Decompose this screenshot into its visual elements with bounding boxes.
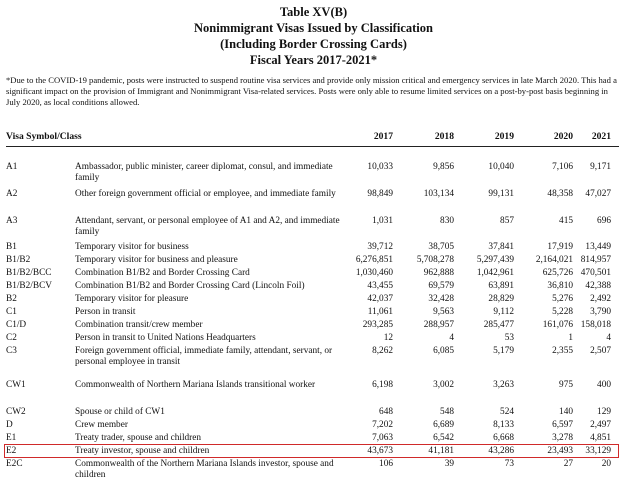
cell-2019: 53 bbox=[504, 333, 514, 343]
cell-2017: 8,262 bbox=[372, 346, 393, 356]
cell-2017: 648 bbox=[379, 407, 393, 417]
cell-2018: 69,579 bbox=[428, 281, 454, 291]
cell-2018: 288,957 bbox=[423, 320, 454, 330]
cell-2018: 9,563 bbox=[433, 307, 454, 317]
row-description: Combination transit/crew member bbox=[75, 320, 203, 330]
cell-2020: 975 bbox=[559, 380, 573, 390]
cell-2021: 4,851 bbox=[590, 433, 611, 443]
cell-2021: 9,171 bbox=[590, 162, 611, 172]
cell-2018: 6,085 bbox=[433, 346, 454, 356]
row-description: Spouse or child of CW1 bbox=[75, 407, 165, 417]
cell-2020: 36,810 bbox=[547, 281, 573, 291]
e2-row-highlight-box bbox=[4, 444, 619, 458]
row-description: Treaty investor, spouse and children bbox=[75, 446, 210, 456]
cell-2021: 470,501 bbox=[580, 268, 611, 278]
cell-2020: 1 bbox=[568, 333, 573, 343]
cell-2019: 73 bbox=[504, 459, 514, 469]
cell-2019: 63,891 bbox=[488, 281, 514, 291]
cell-2021: 2,497 bbox=[590, 420, 611, 430]
cell-2019: 43,286 bbox=[488, 446, 514, 456]
cell-2018: 32,428 bbox=[428, 294, 454, 304]
cell-2017: 6,276,851 bbox=[355, 255, 393, 265]
cell-2017: 43,673 bbox=[367, 446, 393, 456]
cell-2018: 103,134 bbox=[423, 189, 454, 199]
cell-2020: 2,164,021 bbox=[535, 255, 573, 265]
cell-2018: 41,181 bbox=[428, 446, 454, 456]
row-symbol: A1 bbox=[6, 162, 18, 172]
cell-2017: 98,849 bbox=[367, 189, 393, 199]
header-2017: 2017 bbox=[373, 131, 393, 142]
cell-2017: 7,063 bbox=[372, 433, 393, 443]
cell-2019: 5,297,439 bbox=[476, 255, 514, 265]
cell-2019: 8,133 bbox=[493, 420, 514, 430]
cell-2021: 696 bbox=[597, 216, 611, 226]
cell-2020: 27 bbox=[563, 459, 573, 469]
cell-2018: 830 bbox=[440, 216, 454, 226]
cell-2021: 42,388 bbox=[585, 281, 611, 291]
cell-2020: 5,228 bbox=[552, 307, 573, 317]
row-symbol: E1 bbox=[6, 433, 17, 443]
header-2018: 2018 bbox=[434, 131, 454, 142]
row-description: Temporary visitor for pleasure bbox=[75, 294, 189, 304]
row-description: Combination B1/B2 and Border Crossing Card (Lincoln Foil) bbox=[75, 281, 305, 291]
cell-2020: 2,355 bbox=[552, 346, 573, 356]
row-symbol: B1/B2 bbox=[6, 255, 31, 265]
cell-2018: 38,705 bbox=[428, 242, 454, 252]
row-description: Other foreign government official or employee, and immediate family bbox=[75, 189, 336, 199]
cell-2021: 158,018 bbox=[580, 320, 611, 330]
row-symbol: C2 bbox=[6, 333, 17, 343]
cell-2017: 39,712 bbox=[367, 242, 393, 252]
row-symbol: C1/D bbox=[6, 320, 27, 330]
table-title: Table XV(B) bbox=[279, 5, 348, 19]
cell-2017: 7,202 bbox=[372, 420, 393, 430]
table-subtitle-parenthetical: (Including Border Crossing Cards) bbox=[220, 37, 407, 51]
cell-2020: 625,726 bbox=[542, 268, 573, 278]
cell-2019: 5,179 bbox=[493, 346, 514, 356]
row-symbol: E2 bbox=[6, 446, 17, 456]
cell-2017: 1,031 bbox=[372, 216, 393, 226]
row-description: Crew member bbox=[75, 420, 128, 430]
cell-2019: 285,477 bbox=[483, 320, 514, 330]
cell-2018: 5,708,278 bbox=[416, 255, 454, 265]
cell-2018: 548 bbox=[440, 407, 454, 417]
row-symbol: A3 bbox=[6, 216, 18, 226]
cell-2018: 9,856 bbox=[433, 162, 454, 172]
header-2019: 2019 bbox=[494, 131, 514, 142]
cell-2019: 10,040 bbox=[488, 162, 514, 172]
cell-2017: 11,061 bbox=[367, 307, 393, 317]
cell-2019: 524 bbox=[500, 407, 514, 417]
row-description: Commonwealth of the Northern Mariana Islands investor, spouse and children bbox=[75, 459, 334, 480]
row-description: Commonwealth of Northern Mariana Islands transitional worker bbox=[75, 380, 316, 390]
header-2020: 2020 bbox=[553, 131, 573, 142]
row-symbol: A2 bbox=[6, 189, 18, 199]
cell-2021: 129 bbox=[597, 407, 611, 417]
cell-2018: 962,888 bbox=[423, 268, 454, 278]
row-description: Person in transit to United Nations Headquarters bbox=[75, 333, 256, 343]
covid-footnote: *Due to the COVID-19 pandemic, posts were instructed to suspend routine visa services and provide only mission critical and emergency services in late March 2020. This had a significant impact on the provision of Immigrant and Nonimmigrant Visa-related services. Posts were only able to resume limited services on a post-by-post basis beginning in July 2020, as local conditions allowed. bbox=[6, 75, 617, 107]
cell-2019: 99,131 bbox=[488, 189, 514, 199]
cell-2017: 1,030,460 bbox=[355, 268, 393, 278]
cell-2019: 28,829 bbox=[488, 294, 514, 304]
cell-2017: 106 bbox=[379, 459, 393, 469]
row-symbol: E2C bbox=[6, 459, 23, 469]
cell-2020: 161,076 bbox=[542, 320, 573, 330]
row-description: Person in transit bbox=[75, 307, 136, 317]
cell-2021: 20 bbox=[601, 459, 611, 469]
row-description: Attendant, servant, or personal employee of A1 and A2, and immediate family bbox=[75, 216, 340, 237]
cell-2021: 47,027 bbox=[585, 189, 611, 199]
row-description: Temporary visitor for business bbox=[75, 242, 189, 252]
cell-2021: 814,957 bbox=[580, 255, 611, 265]
cell-2020: 48,358 bbox=[547, 189, 573, 199]
header-symbol-class: Visa Symbol/Class bbox=[6, 131, 82, 142]
cell-2018: 4 bbox=[449, 333, 454, 343]
cell-2021: 2,492 bbox=[590, 294, 611, 304]
row-description: Foreign government official, immediate family, attendant, servant, or personal employee in transit bbox=[75, 346, 333, 367]
cell-2021: 33,129 bbox=[585, 446, 611, 456]
row-symbol: B2 bbox=[6, 294, 17, 304]
cell-2021: 4 bbox=[606, 333, 611, 343]
cell-2021: 3,790 bbox=[590, 307, 611, 317]
cell-2020: 5,276 bbox=[552, 294, 573, 304]
cell-2020: 6,597 bbox=[552, 420, 573, 430]
row-symbol: B1/B2/BCV bbox=[6, 281, 52, 291]
cell-2018: 6,689 bbox=[433, 420, 454, 430]
cell-2018: 39 bbox=[444, 459, 454, 469]
cell-2019: 37,841 bbox=[488, 242, 514, 252]
cell-2020: 7,106 bbox=[552, 162, 573, 172]
cell-2017: 42,037 bbox=[367, 294, 393, 304]
row-symbol: CW1 bbox=[6, 380, 26, 390]
row-description: Combination B1/B2 and Border Crossing Card bbox=[75, 268, 250, 278]
cell-2018: 3,002 bbox=[433, 380, 454, 390]
table-header bbox=[0, 131, 627, 145]
row-symbol: D bbox=[6, 420, 13, 430]
row-symbol: C1 bbox=[6, 307, 17, 317]
row-description: Treaty trader, spouse and children bbox=[75, 433, 202, 443]
fiscal-years-label: Fiscal Years 2017-2021* bbox=[249, 53, 378, 67]
cell-2019: 6,668 bbox=[493, 433, 514, 443]
cell-2017: 43,455 bbox=[367, 281, 393, 291]
row-description: Temporary visitor for business and pleasure bbox=[75, 255, 238, 265]
header-2021: 2021 bbox=[591, 131, 611, 142]
row-symbol: C3 bbox=[6, 346, 17, 356]
cell-2019: 9,112 bbox=[493, 307, 514, 317]
cell-2020: 17,919 bbox=[547, 242, 573, 252]
cell-2021: 2,507 bbox=[590, 346, 611, 356]
cell-2021: 400 bbox=[597, 380, 611, 390]
cell-2020: 3,278 bbox=[552, 433, 573, 443]
cell-2020: 23,493 bbox=[547, 446, 573, 456]
row-symbol: B1/B2/BCC bbox=[6, 268, 52, 278]
header-rule bbox=[6, 146, 619, 147]
cell-2020: 415 bbox=[559, 216, 573, 226]
cell-2017: 12 bbox=[383, 333, 393, 343]
cell-2021: 13,449 bbox=[585, 242, 611, 252]
cell-2019: 857 bbox=[500, 216, 514, 226]
table-subtitle: Nonimmigrant Visas Issued by Classification bbox=[194, 21, 433, 35]
row-symbol: CW2 bbox=[6, 407, 26, 417]
cell-2017: 293,285 bbox=[362, 320, 393, 330]
cell-2018: 6,542 bbox=[433, 433, 454, 443]
cell-2019: 3,263 bbox=[493, 380, 514, 390]
cell-2019: 1,042,961 bbox=[476, 268, 514, 278]
cell-2017: 10,033 bbox=[367, 162, 393, 172]
row-description: Ambassador, public minister, career diplomat, consul, and immediate family bbox=[75, 162, 333, 183]
row-symbol: B1 bbox=[6, 242, 17, 252]
cell-2017: 6,198 bbox=[372, 380, 393, 390]
cell-2020: 140 bbox=[559, 407, 573, 417]
